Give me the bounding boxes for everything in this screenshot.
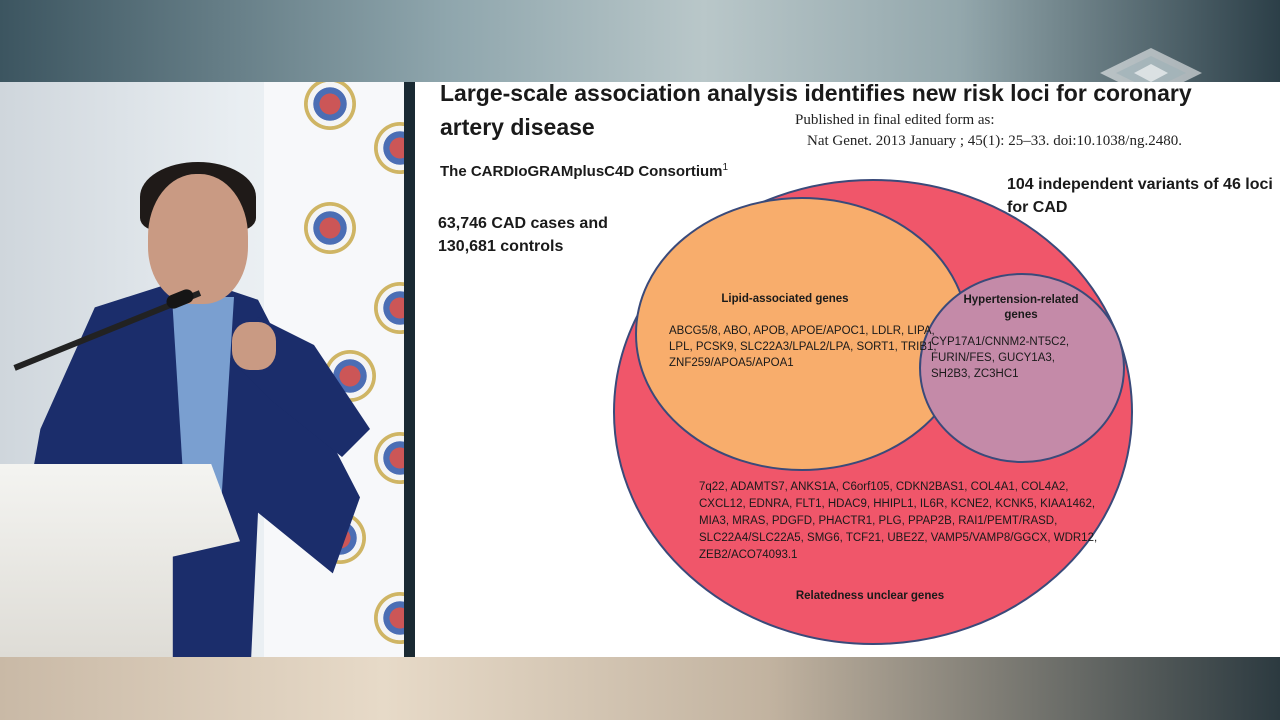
consortium-label: The CARDIoGRAMplusC4D Consortium <box>440 163 723 180</box>
speaker-hand <box>232 322 276 370</box>
presentation-slide <box>415 82 1280 657</box>
lipid-genes-title: Lipid-associated genes <box>721 293 849 305</box>
lipid-genes-list: ABCG5/8, ABO, APOB, APOE/APOC1, LDLR, LIPA, LPL, PCSK9, SLC22A3/LPAL2/LPA, SORT1, TRIB1, ZNF259/APOA5/APOA1 <box>669 325 937 369</box>
speaker-head <box>148 174 248 304</box>
bottom-background-band <box>0 657 1280 720</box>
hypertension-genes-title: Hypertension-related genes <box>963 294 1079 321</box>
top-background-band <box>0 0 1280 82</box>
hypertension-genes-list: CYP17A1/CNNM2-NT5C2, FURIN/FES, GUCY1A3, SH2B3, ZC3HC1 <box>931 336 1070 380</box>
consortium-footnote: 1 <box>722 162 729 173</box>
publication-note: Published in final edited form as: <box>795 112 995 128</box>
unclear-genes-title: Relatedness unclear genes <box>795 590 945 602</box>
variants-text: 104 independent variants of 46 loci for CAD <box>1007 176 1273 216</box>
speaker-video-panel <box>0 82 404 657</box>
publication-citation: Nat Genet. 2013 January ; 45(1): 25–33. doi:10.1038/ng.2480. <box>807 133 1182 149</box>
cases-text: 63,746 CAD cases and 130,681 controls <box>438 215 608 255</box>
unclear-genes-list: 7q22, ADAMTS7, ANKS1A, C6orf105, CDKN2BAS1, COL4A1, COL4A2, CXCL12, EDNRA, FLT1, HDAC9, HHIPL1, IL6R, KCNE2, KCNK5, KIAA1462, MIA3, MRAS, PDGFD, PHACTR1, PLG, PPAP2B, RAI1/PEMT/RASD, SLC22A4/SLC22A5, SMG6, TCF21, UBE2Z, VAMP5/VAMP8/GGCX, WDR12, ZEB2/ACO74093.1 <box>699 481 1098 561</box>
slide-title: Large-scale association analysis identifies new risk loci for coronary artery disease <box>440 82 1192 140</box>
